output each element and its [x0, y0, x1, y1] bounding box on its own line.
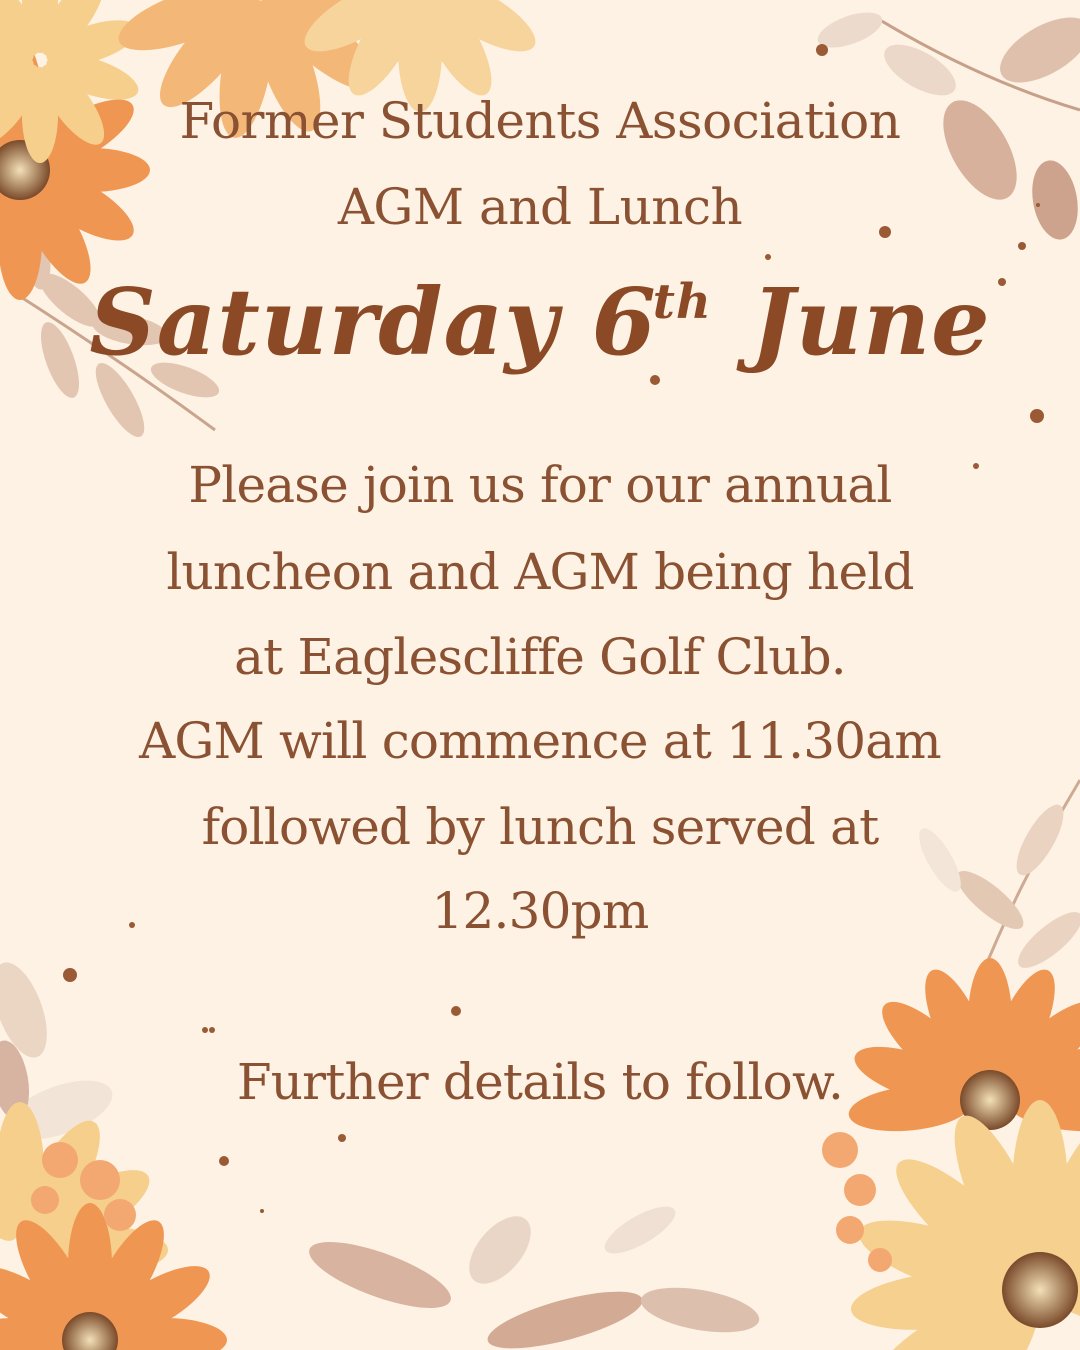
leaf-sprig-bottom-center [302, 1198, 763, 1350]
date-ordinal-suffix: th [652, 274, 712, 330]
body-line-6: 12.30pm [431, 882, 649, 940]
organisation-title: Former Students Association [179, 92, 901, 150]
closing-note: Further details to follow. [236, 1053, 844, 1111]
event-title: AGM and Lunch [337, 178, 743, 236]
flower-cluster-bottom-right [822, 958, 1080, 1350]
event-date [0, 268, 1080, 376]
body-line-3: at Eaglescliffe Golf Club. [234, 628, 846, 686]
body-line-1: Please join us for our annual [188, 456, 892, 514]
flower-cluster-bottom-left [0, 1102, 227, 1350]
small-blossoms-bottom-right [822, 1132, 892, 1272]
body-line-2: luncheon and AGM being held [166, 543, 914, 601]
flower-cluster-top-left [0, 0, 545, 300]
body-line-5: followed by lunch served at [201, 798, 879, 856]
date-month: June [750, 268, 991, 376]
date-day-name: Saturday [89, 268, 559, 376]
body-line-4: AGM will commence at 11.30am [139, 712, 941, 770]
date-day-number: 6 [591, 268, 657, 376]
